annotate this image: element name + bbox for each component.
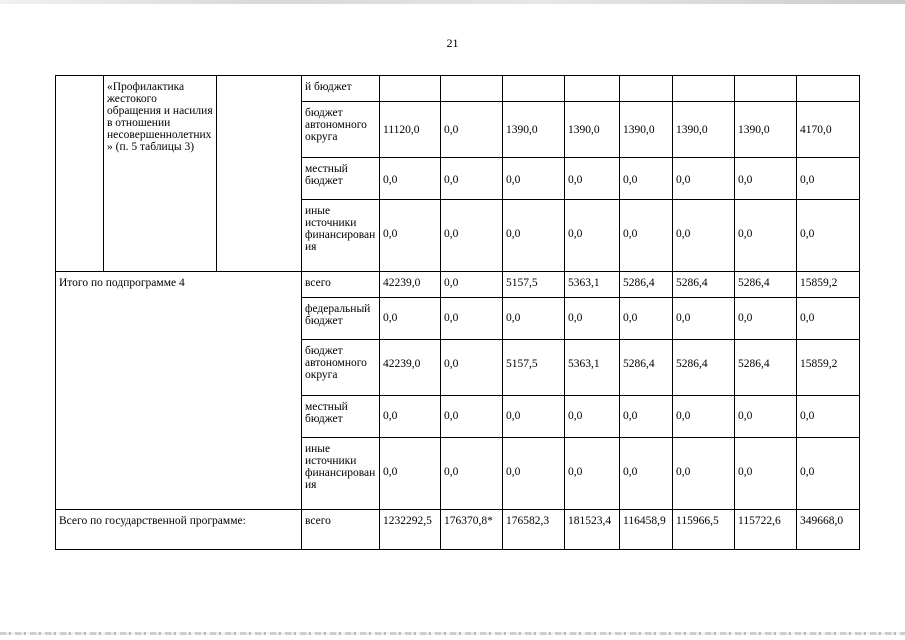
- value-cell: 0,0: [620, 396, 673, 438]
- value-cell: 0,0: [797, 158, 860, 200]
- source-label: местный бюджет: [302, 158, 380, 200]
- value-cell: [797, 76, 860, 102]
- value-cell: 0,0: [565, 396, 620, 438]
- source-label: иные источники финансирования: [302, 200, 380, 272]
- value-cell: 0,0: [441, 158, 503, 200]
- executor-cell: [217, 76, 302, 272]
- source-label: бюджет автономного округа: [302, 102, 380, 158]
- value-cell: 0,0: [503, 396, 565, 438]
- value-cell: 0,0: [503, 158, 565, 200]
- value-cell: 15859,2: [797, 340, 860, 396]
- value-cell: [735, 76, 797, 102]
- table-row: [56, 510, 860, 550]
- value-cell: 42239,0: [380, 340, 441, 396]
- value-cell: 0,0: [503, 438, 565, 510]
- value-cell: 0,0: [797, 438, 860, 510]
- source-label: всего: [302, 272, 380, 298]
- source-label: бюджет автономного округа: [302, 340, 380, 396]
- value-cell: 0,0: [797, 298, 860, 340]
- value-cell: 0,0: [620, 438, 673, 510]
- value-cell: 1390,0: [620, 102, 673, 158]
- value-cell: 181523,4: [565, 510, 620, 550]
- value-cell: 0,0: [441, 438, 503, 510]
- value-cell: 1390,0: [565, 102, 620, 158]
- source-label: иные источники финансирования: [302, 438, 380, 510]
- value-cell: 0,0: [380, 158, 441, 200]
- value-cell: 349668,0: [797, 510, 860, 550]
- value-cell: 0,0: [673, 396, 735, 438]
- value-cell: 11120,0: [380, 102, 441, 158]
- value-cell: 0,0: [441, 340, 503, 396]
- source-label: федеральный бюджет: [302, 298, 380, 340]
- value-cell: [620, 76, 673, 102]
- program-rows: [56, 76, 860, 550]
- value-cell: 5286,4: [735, 340, 797, 396]
- budget-table: [55, 75, 860, 550]
- value-cell: 1390,0: [503, 102, 565, 158]
- value-cell: 5286,4: [620, 272, 673, 298]
- value-cell: 0,0: [735, 438, 797, 510]
- value-cell: 5286,4: [673, 272, 735, 298]
- table-row: [56, 272, 860, 298]
- value-cell: 0,0: [380, 396, 441, 438]
- value-cell: 42239,0: [380, 272, 441, 298]
- value-cell: 115722,6: [735, 510, 797, 550]
- value-cell: 0,0: [441, 200, 503, 272]
- source-label: й бюджет: [302, 76, 380, 102]
- value-cell: 5157,5: [503, 340, 565, 396]
- value-cell: 116458,9: [620, 510, 673, 550]
- value-cell: [673, 76, 735, 102]
- value-cell: 0,0: [565, 158, 620, 200]
- value-cell: 1390,0: [673, 102, 735, 158]
- value-cell: 0,0: [380, 200, 441, 272]
- value-cell: [503, 76, 565, 102]
- value-cell: 0,0: [565, 298, 620, 340]
- value-cell: 0,0: [380, 438, 441, 510]
- value-cell: [565, 76, 620, 102]
- value-cell: [380, 76, 441, 102]
- value-cell: 0,0: [797, 200, 860, 272]
- scan-edge-bottom: [0, 632, 905, 635]
- value-cell: 0,0: [565, 200, 620, 272]
- value-cell: 5157,5: [503, 272, 565, 298]
- value-cell: 176582,3: [503, 510, 565, 550]
- value-cell: 5363,1: [565, 272, 620, 298]
- value-cell: 115966,5: [673, 510, 735, 550]
- value-cell: 0,0: [673, 200, 735, 272]
- source-label: местный бюджет: [302, 396, 380, 438]
- table-row: [56, 76, 860, 102]
- value-cell: 0,0: [620, 158, 673, 200]
- value-cell: 1232292,5: [380, 510, 441, 550]
- value-cell: 0,0: [620, 200, 673, 272]
- value-cell: 0,0: [673, 298, 735, 340]
- program-name-cell: «Профилактика жестокого обращения и насилия в отношении несовершеннолетних» (п. 5 таблицы 3): [104, 76, 217, 272]
- value-cell: 0,0: [620, 298, 673, 340]
- value-cell: 0,0: [441, 396, 503, 438]
- value-cell: 1390,0: [735, 102, 797, 158]
- value-cell: 0,0: [735, 396, 797, 438]
- value-cell: 0,0: [735, 200, 797, 272]
- value-cell: 5286,4: [673, 340, 735, 396]
- value-cell: 0,0: [503, 200, 565, 272]
- subprogram-total-label: Итого по подпрограмме 4: [56, 272, 302, 510]
- value-cell: 0,0: [565, 438, 620, 510]
- value-cell: 0,0: [380, 298, 441, 340]
- value-cell: 0,0: [441, 102, 503, 158]
- value-cell: 0,0: [503, 298, 565, 340]
- value-cell: 176370,8*: [441, 510, 503, 550]
- source-label: всего: [302, 510, 380, 550]
- state-program-total-label: Всего по государственной программе:: [56, 510, 302, 550]
- value-cell: 5286,4: [620, 340, 673, 396]
- value-cell: 5286,4: [735, 272, 797, 298]
- value-cell: 0,0: [735, 158, 797, 200]
- value-cell: 0,0: [673, 438, 735, 510]
- value-cell: 15859,2: [797, 272, 860, 298]
- value-cell: 0,0: [441, 298, 503, 340]
- scan-edge-top: [0, 0, 905, 4]
- page-number: 21: [446, 36, 459, 50]
- value-cell: 0,0: [735, 298, 797, 340]
- value-cell: 5363,1: [565, 340, 620, 396]
- value-cell: [441, 76, 503, 102]
- blank-index-cell: [56, 76, 104, 272]
- value-cell: 0,0: [441, 272, 503, 298]
- value-cell: 0,0: [673, 158, 735, 200]
- value-cell: 0,0: [797, 396, 860, 438]
- value-cell: 4170,0: [797, 102, 860, 158]
